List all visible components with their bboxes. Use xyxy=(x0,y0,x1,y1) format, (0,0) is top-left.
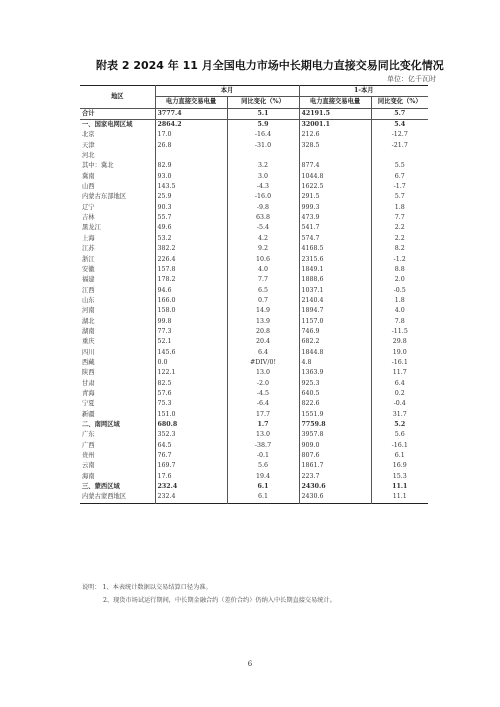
region-cell: 山西 xyxy=(80,182,155,192)
ytd-yoy-cell: 6.4 xyxy=(394,379,405,387)
month-volume-cell: 90.3 xyxy=(155,203,227,213)
month-volume-cell: 680.8 xyxy=(155,420,227,430)
header-current-month: 本月 xyxy=(155,86,299,97)
month-yoy-cell xyxy=(227,151,299,161)
month-volume-cell: 0.0 xyxy=(155,358,227,368)
region-cell: 河南 xyxy=(80,306,155,316)
ytd-volume-cell: 1844.8 xyxy=(299,348,371,358)
month-yoy-cell: 3.2 xyxy=(227,161,299,171)
table-row xyxy=(80,327,428,337)
region-cell: 海南 xyxy=(80,472,155,482)
month-volume-cell: 25.9 xyxy=(155,192,227,202)
month-yoy-cell: 6.1 xyxy=(227,492,299,503)
ytd-yoy-cell: 16.9 xyxy=(392,462,407,470)
page-number: 6 xyxy=(247,660,253,668)
table-row xyxy=(80,461,428,471)
month-yoy-cell: 1.7 xyxy=(227,420,299,430)
month-volume-cell: 49.6 xyxy=(155,223,227,233)
month-volume-cell: 166.0 xyxy=(155,296,227,306)
ytd-yoy-cell: 2.0 xyxy=(394,276,405,284)
month-volume-cell: 122.1 xyxy=(155,368,227,378)
month-yoy-cell: -38.7 xyxy=(227,441,299,451)
ytd-volume-cell: 822.6 xyxy=(299,399,371,409)
region-cell: 江西 xyxy=(80,286,155,296)
month-yoy-cell: 20.8 xyxy=(227,327,299,337)
ytd-volume-cell: 473.9 xyxy=(299,213,371,223)
month-yoy-cell: -6.4 xyxy=(227,399,299,409)
table-row xyxy=(80,213,428,223)
region-cell: 西藏 xyxy=(80,358,155,368)
region-cell: 湖北 xyxy=(80,317,155,327)
ytd-yoy-cell: 2.2 xyxy=(394,224,405,232)
table-row xyxy=(80,172,428,182)
month-yoy-cell: 10.6 xyxy=(227,255,299,265)
month-volume-cell: 77.3 xyxy=(155,327,227,337)
ytd-volume-cell: 32001.1 xyxy=(299,120,371,131)
month-volume-cell: 158.0 xyxy=(155,306,227,316)
region-cell: 陕西 xyxy=(80,368,155,378)
region-cell: 甘肃 xyxy=(80,379,155,389)
ytd-yoy-cell: 5.4 xyxy=(394,121,406,129)
region-cell: 二、南网区域 xyxy=(80,420,155,430)
region-cell: 一、国家电网区域 xyxy=(80,120,155,131)
month-volume-cell: 143.5 xyxy=(155,182,227,192)
month-volume-cell: 17.0 xyxy=(155,130,227,140)
region-cell: 宁夏 xyxy=(80,399,155,409)
ytd-volume-cell: 223.7 xyxy=(299,472,371,482)
ytd-yoy-cell: 5.5 xyxy=(394,162,405,170)
table-row xyxy=(80,203,428,213)
ytd-volume-cell: 746.9 xyxy=(299,327,371,337)
ytd-volume-cell: 1363.9 xyxy=(299,368,371,378)
ytd-yoy-cell: -16.1 xyxy=(391,358,408,366)
ytd-volume-cell: 925.3 xyxy=(299,379,371,389)
table-row xyxy=(80,108,428,119)
ytd-yoy-cell: -16.1 xyxy=(391,441,408,449)
header-row-periods xyxy=(80,86,428,97)
region-cell: 天津 xyxy=(80,141,155,151)
region-cell: 黑龙江 xyxy=(80,223,155,233)
table-row xyxy=(80,244,428,254)
month-yoy-cell: 13.0 xyxy=(227,430,299,440)
region-cell: 贵州 xyxy=(80,451,155,461)
header-ytd: 1-本月 xyxy=(299,86,428,97)
month-volume-cell: 226.4 xyxy=(155,255,227,265)
table-row xyxy=(80,337,428,347)
header-ytd-yoy: 同比变化（%） xyxy=(371,97,428,108)
ytd-yoy-cell: 6.7 xyxy=(394,172,405,180)
region-cell: 新疆 xyxy=(80,410,155,420)
table-row xyxy=(80,430,428,440)
header-month-yoy: 同比变化（%） xyxy=(227,97,299,108)
region-cell: 湖南 xyxy=(80,327,155,337)
region-cell: 重庆 xyxy=(80,337,155,347)
month-volume-cell: 93.0 xyxy=(155,172,227,182)
ytd-yoy-cell: -21.7 xyxy=(391,141,408,149)
ytd-volume-cell: 2430.6 xyxy=(299,492,371,503)
ytd-yoy-cell: 11.1 xyxy=(392,493,407,501)
month-volume-cell: 382.2 xyxy=(155,244,227,254)
table-row xyxy=(80,151,428,161)
table-row xyxy=(80,286,428,296)
table-row xyxy=(80,141,428,151)
month-volume-cell: 145.6 xyxy=(155,348,227,358)
table-row xyxy=(80,368,428,378)
table-row xyxy=(80,420,428,430)
region-cell: 广西 xyxy=(80,441,155,451)
ytd-yoy-cell: 11.1 xyxy=(392,483,408,491)
month-yoy-cell: 19.4 xyxy=(227,472,299,482)
month-yoy-cell: -16.0 xyxy=(227,192,299,202)
month-volume-cell: 232.4 xyxy=(155,492,227,503)
month-yoy-cell: -5.4 xyxy=(227,223,299,233)
ytd-volume-cell: 1551.9 xyxy=(299,410,371,420)
month-volume-cell: 82.5 xyxy=(155,379,227,389)
table-row xyxy=(80,130,428,140)
month-volume-cell: 157.8 xyxy=(155,265,227,275)
region-cell: 上海 xyxy=(80,234,155,244)
month-yoy-cell: 6.5 xyxy=(227,286,299,296)
month-yoy-cell: -0.1 xyxy=(227,451,299,461)
month-yoy-cell: -4.5 xyxy=(227,389,299,399)
ytd-yoy-cell: 7.8 xyxy=(394,317,405,325)
ytd-volume-cell: 1037.1 xyxy=(299,286,371,296)
ytd-volume-cell: 2140.4 xyxy=(299,296,371,306)
month-volume-cell: 75.3 xyxy=(155,399,227,409)
ytd-volume-cell: 640.5 xyxy=(299,389,371,399)
table-row xyxy=(80,482,428,492)
ytd-yoy-cell: 5.7 xyxy=(394,193,405,201)
ytd-volume-cell: 1888.6 xyxy=(299,275,371,285)
ytd-volume-cell: 1861.7 xyxy=(299,461,371,471)
ytd-volume-cell: 999.3 xyxy=(299,203,371,213)
table-row xyxy=(80,379,428,389)
ytd-volume-cell: 877.4 xyxy=(299,161,371,171)
table-row xyxy=(80,472,428,482)
month-volume-cell: 53.2 xyxy=(155,234,227,244)
ytd-volume-cell: 2430.6 xyxy=(299,482,371,492)
table-row xyxy=(80,358,428,368)
month-yoy-cell: 5.6 xyxy=(227,461,299,471)
region-cell: 广东 xyxy=(80,430,155,440)
ytd-volume-cell: 541.7 xyxy=(299,223,371,233)
month-volume-cell: 178.2 xyxy=(155,275,227,285)
month-yoy-cell: 4.2 xyxy=(227,234,299,244)
region-cell: 河北 xyxy=(80,151,155,161)
ytd-yoy-cell: -11.5 xyxy=(391,327,408,335)
data-table xyxy=(80,85,428,504)
table-row xyxy=(80,317,428,327)
month-volume-cell: 17.6 xyxy=(155,472,227,482)
month-volume-cell: 169.7 xyxy=(155,461,227,471)
ytd-volume-cell: 7759.8 xyxy=(299,420,371,430)
region-cell: 青海 xyxy=(80,389,155,399)
table-row xyxy=(80,255,428,265)
month-yoy-cell: 3.0 xyxy=(227,172,299,182)
ytd-yoy-cell xyxy=(371,151,428,161)
table-row xyxy=(80,451,428,461)
ytd-volume-cell: 2315.6 xyxy=(299,255,371,265)
table-row xyxy=(80,306,428,316)
region-cell: 其中：冀北 xyxy=(80,161,155,171)
table-row xyxy=(80,223,428,233)
table-row xyxy=(80,192,428,202)
region-cell: 内蒙古东部地区 xyxy=(80,192,155,202)
month-yoy-cell: 63.8 xyxy=(227,213,299,223)
month-volume-cell: 64.5 xyxy=(155,441,227,451)
table-row xyxy=(80,182,428,192)
month-yoy-cell: 6.4 xyxy=(227,348,299,358)
ytd-yoy-cell: 5.7 xyxy=(371,108,428,119)
region-cell: 北京 xyxy=(80,130,155,140)
page-title: 附表 2 2024 年 11 月全国电力市场中长期电力直接交易同比变化情况 xyxy=(96,59,444,72)
region-cell: 安徽 xyxy=(80,265,155,275)
month-yoy-cell: 13.0 xyxy=(227,368,299,378)
month-volume-cell: 232.4 xyxy=(155,482,227,492)
ytd-volume-cell: 1622.5 xyxy=(299,182,371,192)
ytd-yoy-cell: 2.2 xyxy=(394,234,405,242)
ytd-volume-cell: 1157.0 xyxy=(299,317,371,327)
ytd-yoy-cell: -0.5 xyxy=(393,286,406,294)
header-region: 地区 xyxy=(80,86,155,109)
region-cell: 内蒙古蒙西地区 xyxy=(80,492,155,503)
ytd-volume-cell: 1894.7 xyxy=(299,306,371,316)
month-volume-cell: 82.9 xyxy=(155,161,227,171)
month-volume-cell: 55.7 xyxy=(155,213,227,223)
ytd-volume-cell: 3957.8 xyxy=(299,430,371,440)
month-yoy-cell: #DIV/0! xyxy=(227,358,299,368)
month-volume-cell: 99.8 xyxy=(155,317,227,327)
table-row xyxy=(80,275,428,285)
month-yoy-cell: -9.8 xyxy=(227,203,299,213)
month-yoy-cell: 13.9 xyxy=(227,317,299,327)
month-yoy-cell: 9.2 xyxy=(227,244,299,254)
region-cell: 浙江 xyxy=(80,255,155,265)
ytd-yoy-cell: 1.8 xyxy=(394,203,405,211)
month-volume-cell xyxy=(155,151,227,161)
ytd-volume-cell: 574.7 xyxy=(299,234,371,244)
ytd-yoy-cell: 6.1 xyxy=(394,452,405,460)
table-row xyxy=(80,161,428,171)
region-cell: 云南 xyxy=(80,461,155,471)
ytd-volume-cell: 1849.1 xyxy=(299,265,371,275)
footnote-1: 说明： 1、本表统计数据以交易结算口径为准。 xyxy=(82,584,212,591)
ytd-yoy-cell: 15.3 xyxy=(392,472,407,480)
month-yoy-cell: 6.1 xyxy=(227,482,299,492)
region-cell: 江苏 xyxy=(80,244,155,254)
month-volume-cell: 3777.4 xyxy=(155,108,227,119)
month-volume-cell: 94.6 xyxy=(155,286,227,296)
month-volume-cell: 352.3 xyxy=(155,430,227,440)
ytd-volume-cell: 4168.5 xyxy=(299,244,371,254)
table-row xyxy=(80,441,428,451)
ytd-yoy-cell: 5.6 xyxy=(394,431,405,439)
month-volume-cell: 2864.2 xyxy=(155,120,227,131)
ytd-yoy-cell: 29.8 xyxy=(392,338,407,346)
table-row xyxy=(80,120,428,131)
ytd-yoy-cell: 0.2 xyxy=(394,389,405,397)
month-yoy-cell: 20.4 xyxy=(227,337,299,347)
region-cell: 山东 xyxy=(80,296,155,306)
region-cell: 合计 xyxy=(80,108,155,119)
ytd-yoy-cell: 5.2 xyxy=(394,421,406,429)
ytd-volume-cell: 291.5 xyxy=(299,192,371,202)
month-yoy-cell: 4.0 xyxy=(227,265,299,275)
month-volume-cell: 52.1 xyxy=(155,337,227,347)
month-volume-cell: 26.8 xyxy=(155,141,227,151)
ytd-yoy-cell: 8.8 xyxy=(394,265,405,273)
ytd-volume-cell: 682.2 xyxy=(299,337,371,347)
table-row xyxy=(80,348,428,358)
ytd-yoy-cell: 4.0 xyxy=(394,307,405,315)
ytd-yoy-cell: -12.7 xyxy=(391,131,408,139)
month-yoy-cell: 0.7 xyxy=(227,296,299,306)
ytd-volume-cell: 807.6 xyxy=(299,451,371,461)
ytd-yoy-cell: -1.2 xyxy=(393,255,406,263)
ytd-yoy-cell: 19.0 xyxy=(392,348,407,356)
unit-label: 单位：亿千瓦时 xyxy=(387,75,436,83)
month-volume-cell: 151.0 xyxy=(155,410,227,420)
month-yoy-cell: -2.0 xyxy=(227,379,299,389)
header-ytd-volume: 电力直接交易电量 xyxy=(299,97,371,108)
month-yoy-cell: 7.7 xyxy=(227,275,299,285)
region-cell: 四川 xyxy=(80,348,155,358)
ytd-yoy-cell: -1.7 xyxy=(393,183,406,191)
ytd-yoy-cell: 31.7 xyxy=(392,410,407,418)
table-body xyxy=(80,108,428,503)
month-yoy-cell: 14.9 xyxy=(227,306,299,316)
table-row xyxy=(80,265,428,275)
region-cell: 吉林 xyxy=(80,213,155,223)
ytd-volume-cell: 212.6 xyxy=(299,130,371,140)
region-cell: 辽宁 xyxy=(80,203,155,213)
ytd-volume-cell: 42191.5 xyxy=(299,108,371,119)
ytd-yoy-cell: -0.4 xyxy=(393,400,406,408)
month-volume-cell: 76.7 xyxy=(155,451,227,461)
ytd-yoy-cell: 11.7 xyxy=(392,369,407,377)
ytd-volume-cell: 328.5 xyxy=(299,141,371,151)
table-row xyxy=(80,410,428,420)
ytd-volume-cell: 1044.8 xyxy=(299,172,371,182)
region-cell: 冀南 xyxy=(80,172,155,182)
table-row xyxy=(80,234,428,244)
ytd-volume-cell: 4.8 xyxy=(299,358,371,368)
region-cell: 福建 xyxy=(80,275,155,285)
month-yoy-cell: -31.0 xyxy=(227,141,299,151)
footnote-2: 2、现货市场试运行期间，中长期金融合约（差价合约）仍纳入中长期直接交易统计。 xyxy=(103,597,336,604)
table-row xyxy=(80,399,428,409)
ytd-yoy-cell: 1.8 xyxy=(394,296,405,304)
ytd-yoy-cell: 8.2 xyxy=(394,245,405,253)
month-yoy-cell: 5.9 xyxy=(227,120,299,131)
month-yoy-cell: 5.1 xyxy=(227,108,299,119)
region-cell: 三、蒙西区域 xyxy=(80,482,155,492)
footnotes xyxy=(82,581,336,607)
table-row xyxy=(80,389,428,399)
month-volume-cell: 57.6 xyxy=(155,389,227,399)
table-row xyxy=(80,492,428,503)
header-month-volume: 电力直接交易电量 xyxy=(155,97,227,108)
ytd-volume-cell xyxy=(299,151,371,161)
table-row xyxy=(80,296,428,306)
month-yoy-cell: -4.3 xyxy=(227,182,299,192)
month-yoy-cell: -16.4 xyxy=(227,130,299,140)
ytd-volume-cell: 909.0 xyxy=(299,441,371,451)
month-yoy-cell: 17.7 xyxy=(227,410,299,420)
ytd-yoy-cell: 7.7 xyxy=(394,214,405,222)
